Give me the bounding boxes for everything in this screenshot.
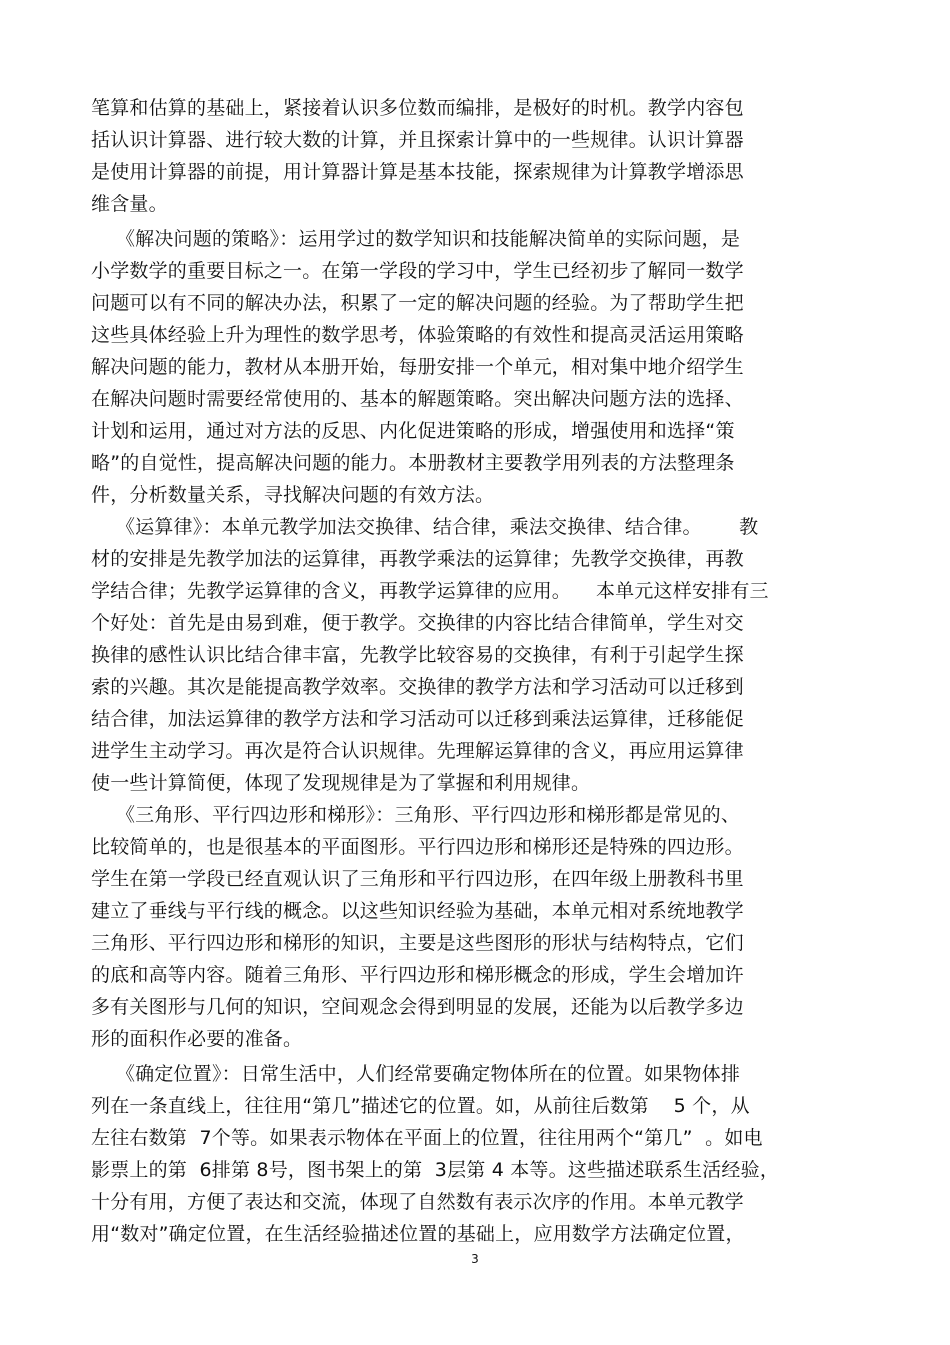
- text-line: 多有关图形与几何的知识，空间观念会得到明显的发展，还能为以后教学多边: [91, 996, 744, 1018]
- text-line: 个好处：首先是由易到难，便于教学。交换律的内容比结合律简单，学生对交: [91, 612, 744, 634]
- text-line: 列在一条直线上，往往用“第几”描述它的位置。如，从前往后数第 5 个，从: [91, 1095, 750, 1117]
- text-line: 材的安排是先教学加法的运算律，再教学乘法的运算律；先教学交换律，再教: [91, 548, 744, 570]
- text-line: 进学生主动学习。再次是符合认识规律。先理解运算律的含义，再应用运算律: [91, 740, 744, 762]
- text-line: 学生在第一学段已经直观认识了三角形和平行四边形，在四年级上册教科书里: [91, 868, 744, 890]
- text-line: 笔算和估算的基础上，紧接着认识多位数而编排，是极好的时机。教学内容包: [91, 97, 744, 119]
- text-line: 小学数学的重要目标之一。在第一学段的学习中，学生已经初步了解同一数学: [91, 260, 744, 282]
- page-number: 3: [471, 1252, 479, 1266]
- text-line: 问题可以有不同的解决办法，积累了一定的解决问题的经验。为了帮助学生把: [91, 292, 744, 314]
- text-line: 括认识计算器、进行较大数的计算，并且探索计算中的一些规律。认识计算器: [91, 129, 744, 151]
- text-line: 《确定位置》：日常生活中，人们经常要确定物体所在的位置。如果物体排: [91, 1063, 741, 1085]
- text-line: 影票上的第 6排第 8号，图书架上的第 3层第 4 本等。这些描述联系生活经验，: [91, 1159, 780, 1181]
- text-line: 维含量。: [91, 193, 168, 215]
- text-line: 计划和运用，通过对方法的反思、内化促进策略的形成，增强使用和选择“策: [91, 420, 735, 442]
- text-line: 结合律，加法运算律的教学方法和学习活动可以迁移到乘法运算律，迁移能促: [91, 708, 744, 730]
- text-line: 《解决问题的策略》：运用学过的数学知识和技能解决简单的实际问题，是: [91, 228, 741, 250]
- text-line: 索的兴趣。其次是能提高教学效率。交换律的教学方法和学习活动可以迁移到: [91, 676, 744, 698]
- text-line: 比较简单的，也是很基本的平面图形。平行四边形和梯形还是特殊的四边形。: [91, 836, 744, 858]
- text-line: 略”的自觉性，提高解决问题的能力。本册教材主要教学用列表的方法整理条: [91, 452, 735, 474]
- text-line: 在解决问题时需要经常使用的、基本的解题策略。突出解决问题方法的选择、: [91, 388, 744, 410]
- text-line: 的底和高等内容。随着三角形、平行四边形和梯形概念的形成，学生会增加许: [91, 964, 744, 986]
- text-line: 左往右数第 7个等。如果表示物体在平面上的位置，往往用两个“第几” 。如电: [91, 1127, 763, 1149]
- text-line: 《运算律》：本单元教学加法交换律、结合律，乘法交换律、结合律。 教: [91, 516, 759, 538]
- text-line: 换律的感性认识比结合律丰富，先教学比较容易的交换律，有利于引起学生探: [91, 644, 744, 666]
- text-line: 这些具体经验上升为理性的数学思考，体验策略的有效性和提高灵活运用策略: [91, 324, 744, 346]
- text-line: 建立了垂线与平行线的概念。以这些知识经验为基础，本单元相对系统地教学: [91, 900, 744, 922]
- text-line: 用“数对”确定位置，在生活经验描述位置的基础上，应用数学方法确定位置，: [91, 1223, 745, 1245]
- text-line: 《三角形、平行四边形和梯形》：三角形、平行四边形和梯形都是常见的、: [91, 804, 741, 826]
- text-line: 件，分析数量关系，寻找解决问题的有效方法。: [91, 484, 495, 506]
- text-line: 是使用计算器的前提，用计算器计算是基本技能，探索规律为计算教学增添思: [91, 161, 744, 183]
- text-line: 三角形、平行四边形和梯形的知识，主要是这些图形的形状与结构特点，它们: [91, 932, 744, 954]
- text-line: 使一些计算简便，体现了发现规律是为了掌握和利用规律。: [91, 772, 591, 794]
- text-line: 十分有用，方便了表达和交流，体现了自然数有表示次序的作用。本单元教学: [91, 1191, 744, 1213]
- text-line: 解决问题的能力，教材从本册开始，每册安排一个单元，相对集中地介绍学生: [91, 356, 744, 378]
- text-line: 学结合律；先教学运算律的含义，再教学运算律的应用。 本单元这样安排有三: [91, 580, 769, 602]
- text-line: 形的面积作必要的准备。: [91, 1028, 303, 1050]
